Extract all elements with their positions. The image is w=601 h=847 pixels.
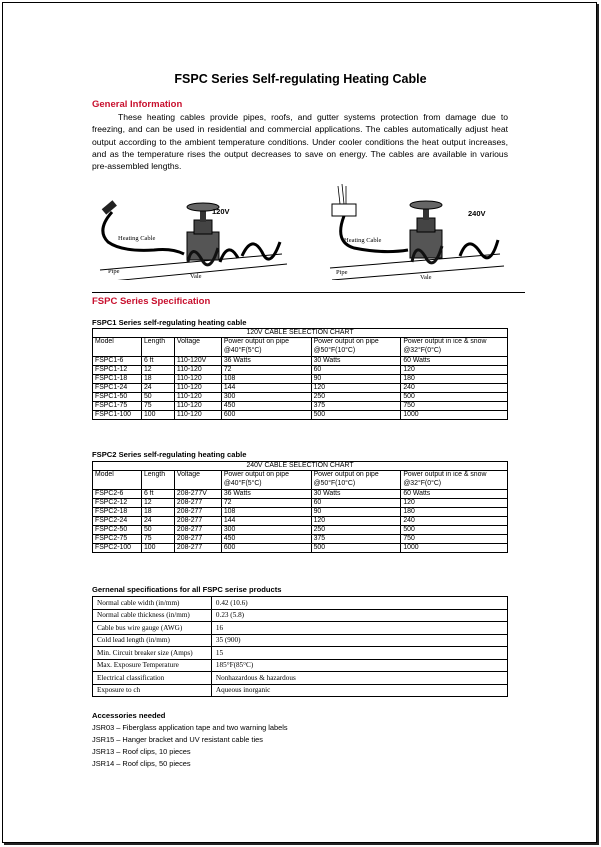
table-row bbox=[93, 366, 508, 375]
table-cell: 300 bbox=[221, 526, 311, 535]
table-cell: 120 bbox=[311, 517, 401, 526]
table-row bbox=[93, 499, 508, 508]
table-cell: 36 Watts bbox=[221, 357, 311, 366]
table-cell: 208-277 bbox=[174, 517, 221, 526]
table-cell: 24 bbox=[141, 384, 174, 393]
table-cell: 60 Watts bbox=[401, 490, 508, 499]
document-title: FSPC Series Self-regulating Heating Cable bbox=[174, 72, 427, 86]
table-cell: 30 Watts bbox=[311, 357, 401, 366]
table-row bbox=[93, 672, 508, 685]
fspc2-heading: FSPC2 Series self-regulating heating cable bbox=[92, 450, 247, 459]
table-cell: 1000 bbox=[401, 411, 508, 420]
accessory-item: JSR15 – Hanger bracket and UV resistant cable ties bbox=[92, 735, 263, 744]
table-cell: 6 ft bbox=[141, 357, 174, 366]
table-cell: FSPC2-100 bbox=[93, 544, 142, 553]
spec-value: Nonhazardous & hazardous bbox=[211, 672, 507, 685]
accessory-item: JSR13 – Roof clips, 10 pieces bbox=[92, 747, 191, 756]
table-row bbox=[93, 647, 508, 660]
table-cell: 110-120 bbox=[174, 375, 221, 384]
fspc1-heading: FSPC1 Series self-regulating heating cable bbox=[92, 318, 247, 327]
spec-value: 0.23 (5.8) bbox=[211, 609, 507, 622]
table-row bbox=[93, 393, 508, 402]
table-header: Length bbox=[141, 471, 174, 490]
spec-name: Normal cable thickness (in/mm) bbox=[93, 609, 212, 622]
table-row bbox=[93, 517, 508, 526]
general-specs-table bbox=[92, 596, 508, 697]
table-cell: 120 bbox=[401, 366, 508, 375]
heating-cable-label-120v: Heating Cable bbox=[118, 235, 156, 242]
table-cell: 75 bbox=[141, 402, 174, 411]
spec-value: 15 bbox=[211, 647, 507, 660]
table-cell: 50 bbox=[141, 526, 174, 535]
table-row bbox=[93, 384, 508, 393]
table-header: Power output in ice & snow @32°F(0°C) bbox=[401, 471, 508, 490]
general-information-text bbox=[92, 111, 508, 172]
table-cell: 144 bbox=[221, 517, 311, 526]
fspc2-table bbox=[92, 461, 508, 553]
table-cell: 90 bbox=[311, 508, 401, 517]
table-cell: 72 bbox=[221, 366, 311, 375]
table-header: Voltage bbox=[174, 471, 221, 490]
accessory-item: JSR14 – Roof clips, 50 pieces bbox=[92, 759, 191, 768]
spec-value: 16 bbox=[211, 622, 507, 635]
table-row bbox=[93, 508, 508, 517]
table-cell: FSPC1-100 bbox=[93, 411, 142, 420]
table-row bbox=[93, 411, 508, 420]
table-cell: 110-120 bbox=[174, 366, 221, 375]
table-cell: 110-120 bbox=[174, 393, 221, 402]
table-cell: 250 bbox=[311, 526, 401, 535]
spec-value: 0.42 (10.6) bbox=[211, 597, 507, 610]
table-cell: 100 bbox=[141, 544, 174, 553]
table-cell: 375 bbox=[311, 402, 401, 411]
fspc1-table bbox=[92, 328, 508, 420]
table-cell: 208-277 bbox=[174, 544, 221, 553]
table-cell: 300 bbox=[221, 393, 311, 402]
table-cell: 60 bbox=[311, 366, 401, 375]
table-row bbox=[93, 402, 508, 411]
table-cell: FSPC2-75 bbox=[93, 535, 142, 544]
table-cell: 240 bbox=[401, 517, 508, 526]
table-cell: 50 bbox=[141, 393, 174, 402]
table-cell: 60 Watts bbox=[401, 357, 508, 366]
table-row bbox=[93, 634, 508, 647]
pipe-label-240v: Pipe bbox=[336, 269, 348, 276]
accessories-heading: Accessories needed bbox=[92, 711, 166, 720]
general-information-body: These heating cables provide pipes, roofs, and gutter systems protection from damage due to freezing, and can be used in residential and commercial applications. The cables automatically adjust heat output according to the ambient temperature conditions. Under cooler conditions the heat output increases, and as the temperature rises the output decreases to save on energy. The cables are available in various pre-assembled lengths. bbox=[92, 112, 508, 172]
table-cell: FSPC1-12 bbox=[93, 366, 142, 375]
table-cell: 208-277 bbox=[174, 508, 221, 517]
table-header: Model bbox=[93, 338, 142, 357]
table-row bbox=[93, 535, 508, 544]
table-header: Voltage bbox=[174, 338, 221, 357]
table-cell: 72 bbox=[221, 499, 311, 508]
spec-name: Max. Exposure Temperature bbox=[93, 659, 212, 672]
table-cell: 600 bbox=[221, 411, 311, 420]
table-cell: 500 bbox=[311, 411, 401, 420]
spec-name: Cable bus wire gauge (AWG) bbox=[93, 622, 212, 635]
table-cell: 450 bbox=[221, 535, 311, 544]
table-cell: 500 bbox=[401, 526, 508, 535]
table-cell: 108 bbox=[221, 375, 311, 384]
table-cell: FSPC2-18 bbox=[93, 508, 142, 517]
table-cell: 500 bbox=[311, 544, 401, 553]
table-cell: FSPC1-50 bbox=[93, 393, 142, 402]
spec-name: Normal cable width (in/mm) bbox=[93, 597, 212, 610]
table-header: Power output on pipe @40°F(5°C) bbox=[221, 338, 311, 357]
table-cell: 110-120 bbox=[174, 411, 221, 420]
table-cell: 180 bbox=[401, 375, 508, 384]
spec-name: Min. Circuit breaker size (Amps) bbox=[93, 647, 212, 660]
table-cell: 375 bbox=[311, 535, 401, 544]
table-cell: 240 bbox=[401, 384, 508, 393]
table-cell: 108 bbox=[221, 508, 311, 517]
table-header: Power output on pipe @50°F(10°C) bbox=[311, 471, 401, 490]
table-cell: 180 bbox=[401, 508, 508, 517]
table-header: Length bbox=[141, 338, 174, 357]
table-cell: 120 bbox=[311, 384, 401, 393]
table-cell: 30 Watts bbox=[311, 490, 401, 499]
voltage-label-240v: 240V bbox=[468, 209, 486, 218]
table-row bbox=[93, 659, 508, 672]
spec-value: 185°F(85°C) bbox=[211, 659, 507, 672]
table-header: Power output on pipe @40°F(5°C) bbox=[221, 471, 311, 490]
table-cell: 500 bbox=[401, 393, 508, 402]
table-cell: FSPC2-6 bbox=[93, 490, 142, 499]
table-cell: 100 bbox=[141, 411, 174, 420]
valve-illustration-120v bbox=[92, 190, 302, 280]
table-row bbox=[93, 526, 508, 535]
table-cell: 120 bbox=[401, 499, 508, 508]
table-cell: 110-120V bbox=[174, 357, 221, 366]
table-cell: 6 ft bbox=[141, 490, 174, 499]
table-header: Power output on pipe @50°F(10°C) bbox=[311, 338, 401, 357]
table-cell: 75 bbox=[141, 535, 174, 544]
table-cell: 750 bbox=[401, 402, 508, 411]
table-cell: 600 bbox=[221, 544, 311, 553]
spec-value: Aqueous inorganic bbox=[211, 684, 507, 697]
section-divider bbox=[92, 292, 525, 293]
table-cell: FSPC2-12 bbox=[93, 499, 142, 508]
spec-value: 35 (900) bbox=[211, 634, 507, 647]
table-cell: FSPC1-75 bbox=[93, 402, 142, 411]
table-cell: FSPC1-18 bbox=[93, 375, 142, 384]
table-cell: 450 bbox=[221, 402, 311, 411]
table-cell: 18 bbox=[141, 508, 174, 517]
general-specs-heading: Gernenal specifications for all FSPC serise products bbox=[92, 585, 282, 594]
voltage-label-120v: 120V bbox=[212, 207, 230, 216]
table-row bbox=[93, 622, 508, 635]
table-cell: FSPC2-24 bbox=[93, 517, 142, 526]
table-row bbox=[93, 357, 508, 366]
table-cell: 110-120 bbox=[174, 402, 221, 411]
spec-name: Electrical classification bbox=[93, 672, 212, 685]
accessory-item: JSR03 – Fiberglass application tape and two warning labels bbox=[92, 723, 288, 732]
valve-illustration-240v bbox=[324, 182, 534, 280]
table-cell: 36 Watts bbox=[221, 490, 311, 499]
table-cell: 90 bbox=[311, 375, 401, 384]
fspc2-caption: 240V CABLE SELECTION CHART bbox=[93, 462, 508, 471]
valve-label-240v: Vale bbox=[420, 274, 432, 280]
table-cell: 24 bbox=[141, 517, 174, 526]
spec-name: Exposure to ch bbox=[93, 684, 212, 697]
table-cell: 208-277 bbox=[174, 499, 221, 508]
pipe-label-120v: Pipe bbox=[108, 268, 120, 275]
table-cell: FSPC1-6 bbox=[93, 357, 142, 366]
table-row bbox=[93, 609, 508, 622]
table-cell: 208-277V bbox=[174, 490, 221, 499]
table-row bbox=[93, 597, 508, 610]
table-cell: 110-120 bbox=[174, 384, 221, 393]
general-information-heading: General Information bbox=[92, 99, 183, 110]
table-cell: 12 bbox=[141, 499, 174, 508]
spec-name: Cold lead length (in/mm) bbox=[93, 634, 212, 647]
valve-label-120v: Vale bbox=[190, 273, 202, 280]
table-row bbox=[93, 490, 508, 499]
table-cell: 144 bbox=[221, 384, 311, 393]
table-cell: 250 bbox=[311, 393, 401, 402]
table-cell: 18 bbox=[141, 375, 174, 384]
table-cell: FSPC1-24 bbox=[93, 384, 142, 393]
table-header: Model bbox=[93, 471, 142, 490]
table-cell: 750 bbox=[401, 535, 508, 544]
fspc1-caption: 120V CABLE SELECTION CHART bbox=[93, 329, 508, 338]
table-row bbox=[93, 544, 508, 553]
specification-heading: FSPC Series Specification bbox=[92, 296, 211, 307]
table-cell: 208-277 bbox=[174, 535, 221, 544]
heating-cable-label-240v: Heating Cable bbox=[344, 237, 382, 244]
table-row bbox=[93, 375, 508, 384]
table-cell: 60 bbox=[311, 499, 401, 508]
table-cell: 208-277 bbox=[174, 526, 221, 535]
table-row bbox=[93, 684, 508, 697]
table-header: Power output in ice & snow @32°F(0°C) bbox=[401, 338, 508, 357]
table-cell: 12 bbox=[141, 366, 174, 375]
table-cell: 1000 bbox=[401, 544, 508, 553]
table-cell: FSPC2-50 bbox=[93, 526, 142, 535]
